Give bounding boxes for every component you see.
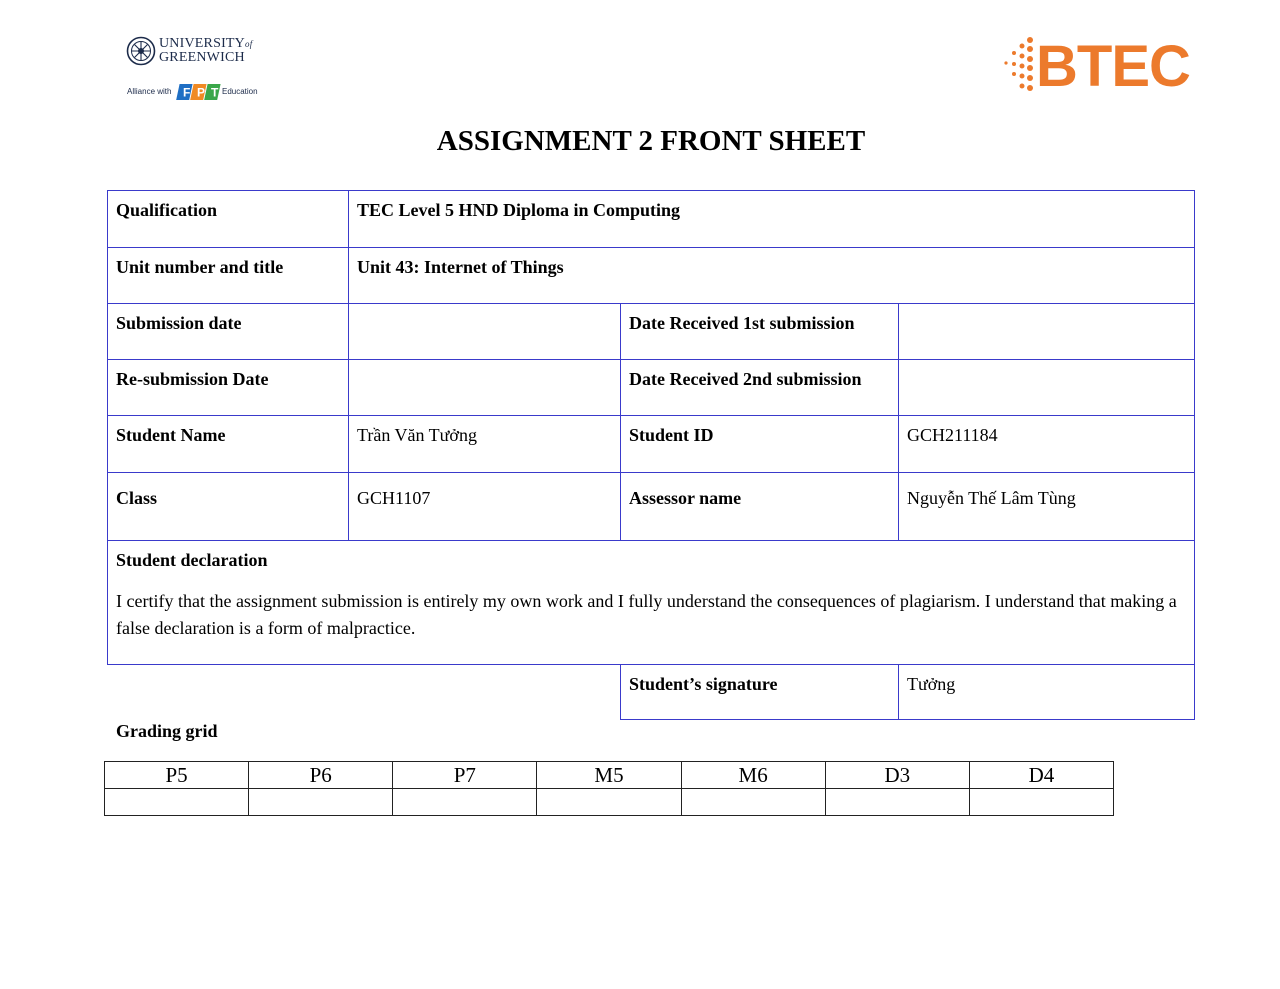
declaration-text: I certify that the assignment submission is entirely my own work and I fully understand the consequences of plagiarism. I understand that making a false declaration is a form of malpractice. [116, 591, 1177, 638]
date-received-2nd-label: Date Received 2nd submission [621, 360, 899, 416]
student-row [108, 416, 1195, 473]
resubmission-date-label: Re-submission Date [108, 360, 349, 416]
grade-header-p6: P6 [249, 762, 393, 789]
grade-header-p7: P7 [393, 762, 537, 789]
student-id-value[interactable]: GCH211184 [899, 416, 1195, 473]
date-received-2nd-field[interactable] [899, 360, 1195, 416]
fpt-logo-icon [176, 82, 222, 102]
grading-grid-table [104, 761, 1114, 816]
grading-value-row [105, 789, 1114, 816]
class-row [108, 473, 1195, 541]
unit-label: Unit number and title [108, 248, 349, 304]
alliance-text: Alliance with [127, 87, 172, 96]
university-of-greenwich-logo [126, 36, 266, 102]
grade-value-m6[interactable] [681, 789, 825, 816]
btec-wordmark: BTEC [1036, 34, 1190, 99]
grade-value-p7[interactable] [393, 789, 537, 816]
qualification-label: Qualification [108, 191, 349, 248]
grade-header-m5: M5 [537, 762, 681, 789]
btec-logo [1000, 36, 1196, 98]
unit-row [108, 248, 1195, 304]
submission-date-field[interactable] [349, 304, 621, 360]
signature-value[interactable]: Tưởng [899, 665, 1195, 720]
signature-label: Student’s signature [621, 665, 899, 720]
btec-dots-icon [1000, 36, 1040, 98]
grade-header-p5: P5 [105, 762, 249, 789]
declaration-cell [108, 541, 1195, 665]
fpt-letter-p: P [197, 85, 206, 100]
grade-value-d3[interactable] [825, 789, 969, 816]
date-received-1st-field[interactable] [899, 304, 1195, 360]
grade-value-d4[interactable] [969, 789, 1113, 816]
resubmission-row [108, 360, 1195, 416]
university-seal-icon [126, 36, 156, 66]
declaration-row [108, 541, 1195, 665]
class-value[interactable]: GCH1107 [349, 473, 621, 541]
class-label: Class [108, 473, 349, 541]
date-received-1st-label: Date Received 1st submission [621, 304, 899, 360]
front-sheet-table [107, 190, 1195, 720]
grade-header-m6: M6 [681, 762, 825, 789]
grading-grid-label: Grading grid [116, 721, 218, 741]
fpt-alliance-badge [126, 82, 266, 102]
fpt-letter-f: F [183, 85, 191, 100]
university-wordmark: UNIVERSITYof GREENWICH [159, 36, 253, 65]
grade-value-p5[interactable] [105, 789, 249, 816]
grading-header-row [105, 762, 1114, 789]
student-id-label: Student ID [621, 416, 899, 473]
grade-header-d3: D3 [825, 762, 969, 789]
grade-value-m5[interactable] [537, 789, 681, 816]
submission-row [108, 304, 1195, 360]
qualification-row [108, 191, 1195, 248]
declaration-title: Student declaration [116, 550, 268, 570]
resubmission-date-field[interactable] [349, 360, 621, 416]
unit-value: Unit 43: Internet of Things [349, 248, 1195, 304]
assessor-name-value[interactable]: Nguyễn Thế Lâm Tùng [899, 473, 1195, 541]
signature-spacer [108, 665, 621, 720]
education-text: Education [222, 87, 258, 96]
submission-date-label: Submission date [108, 304, 349, 360]
student-name-label: Student Name [108, 416, 349, 473]
student-name-value[interactable]: Trần Văn Tưởng [349, 416, 621, 473]
assessor-name-label: Assessor name [621, 473, 899, 541]
qualification-value: TEC Level 5 HND Diploma in Computing [349, 191, 1195, 248]
page-title: ASSIGNMENT 2 FRONT SHEET [436, 125, 866, 157]
grade-value-p6[interactable] [249, 789, 393, 816]
fpt-letter-t: T [211, 85, 219, 100]
grade-header-d4: D4 [969, 762, 1113, 789]
signature-row [108, 665, 1195, 720]
